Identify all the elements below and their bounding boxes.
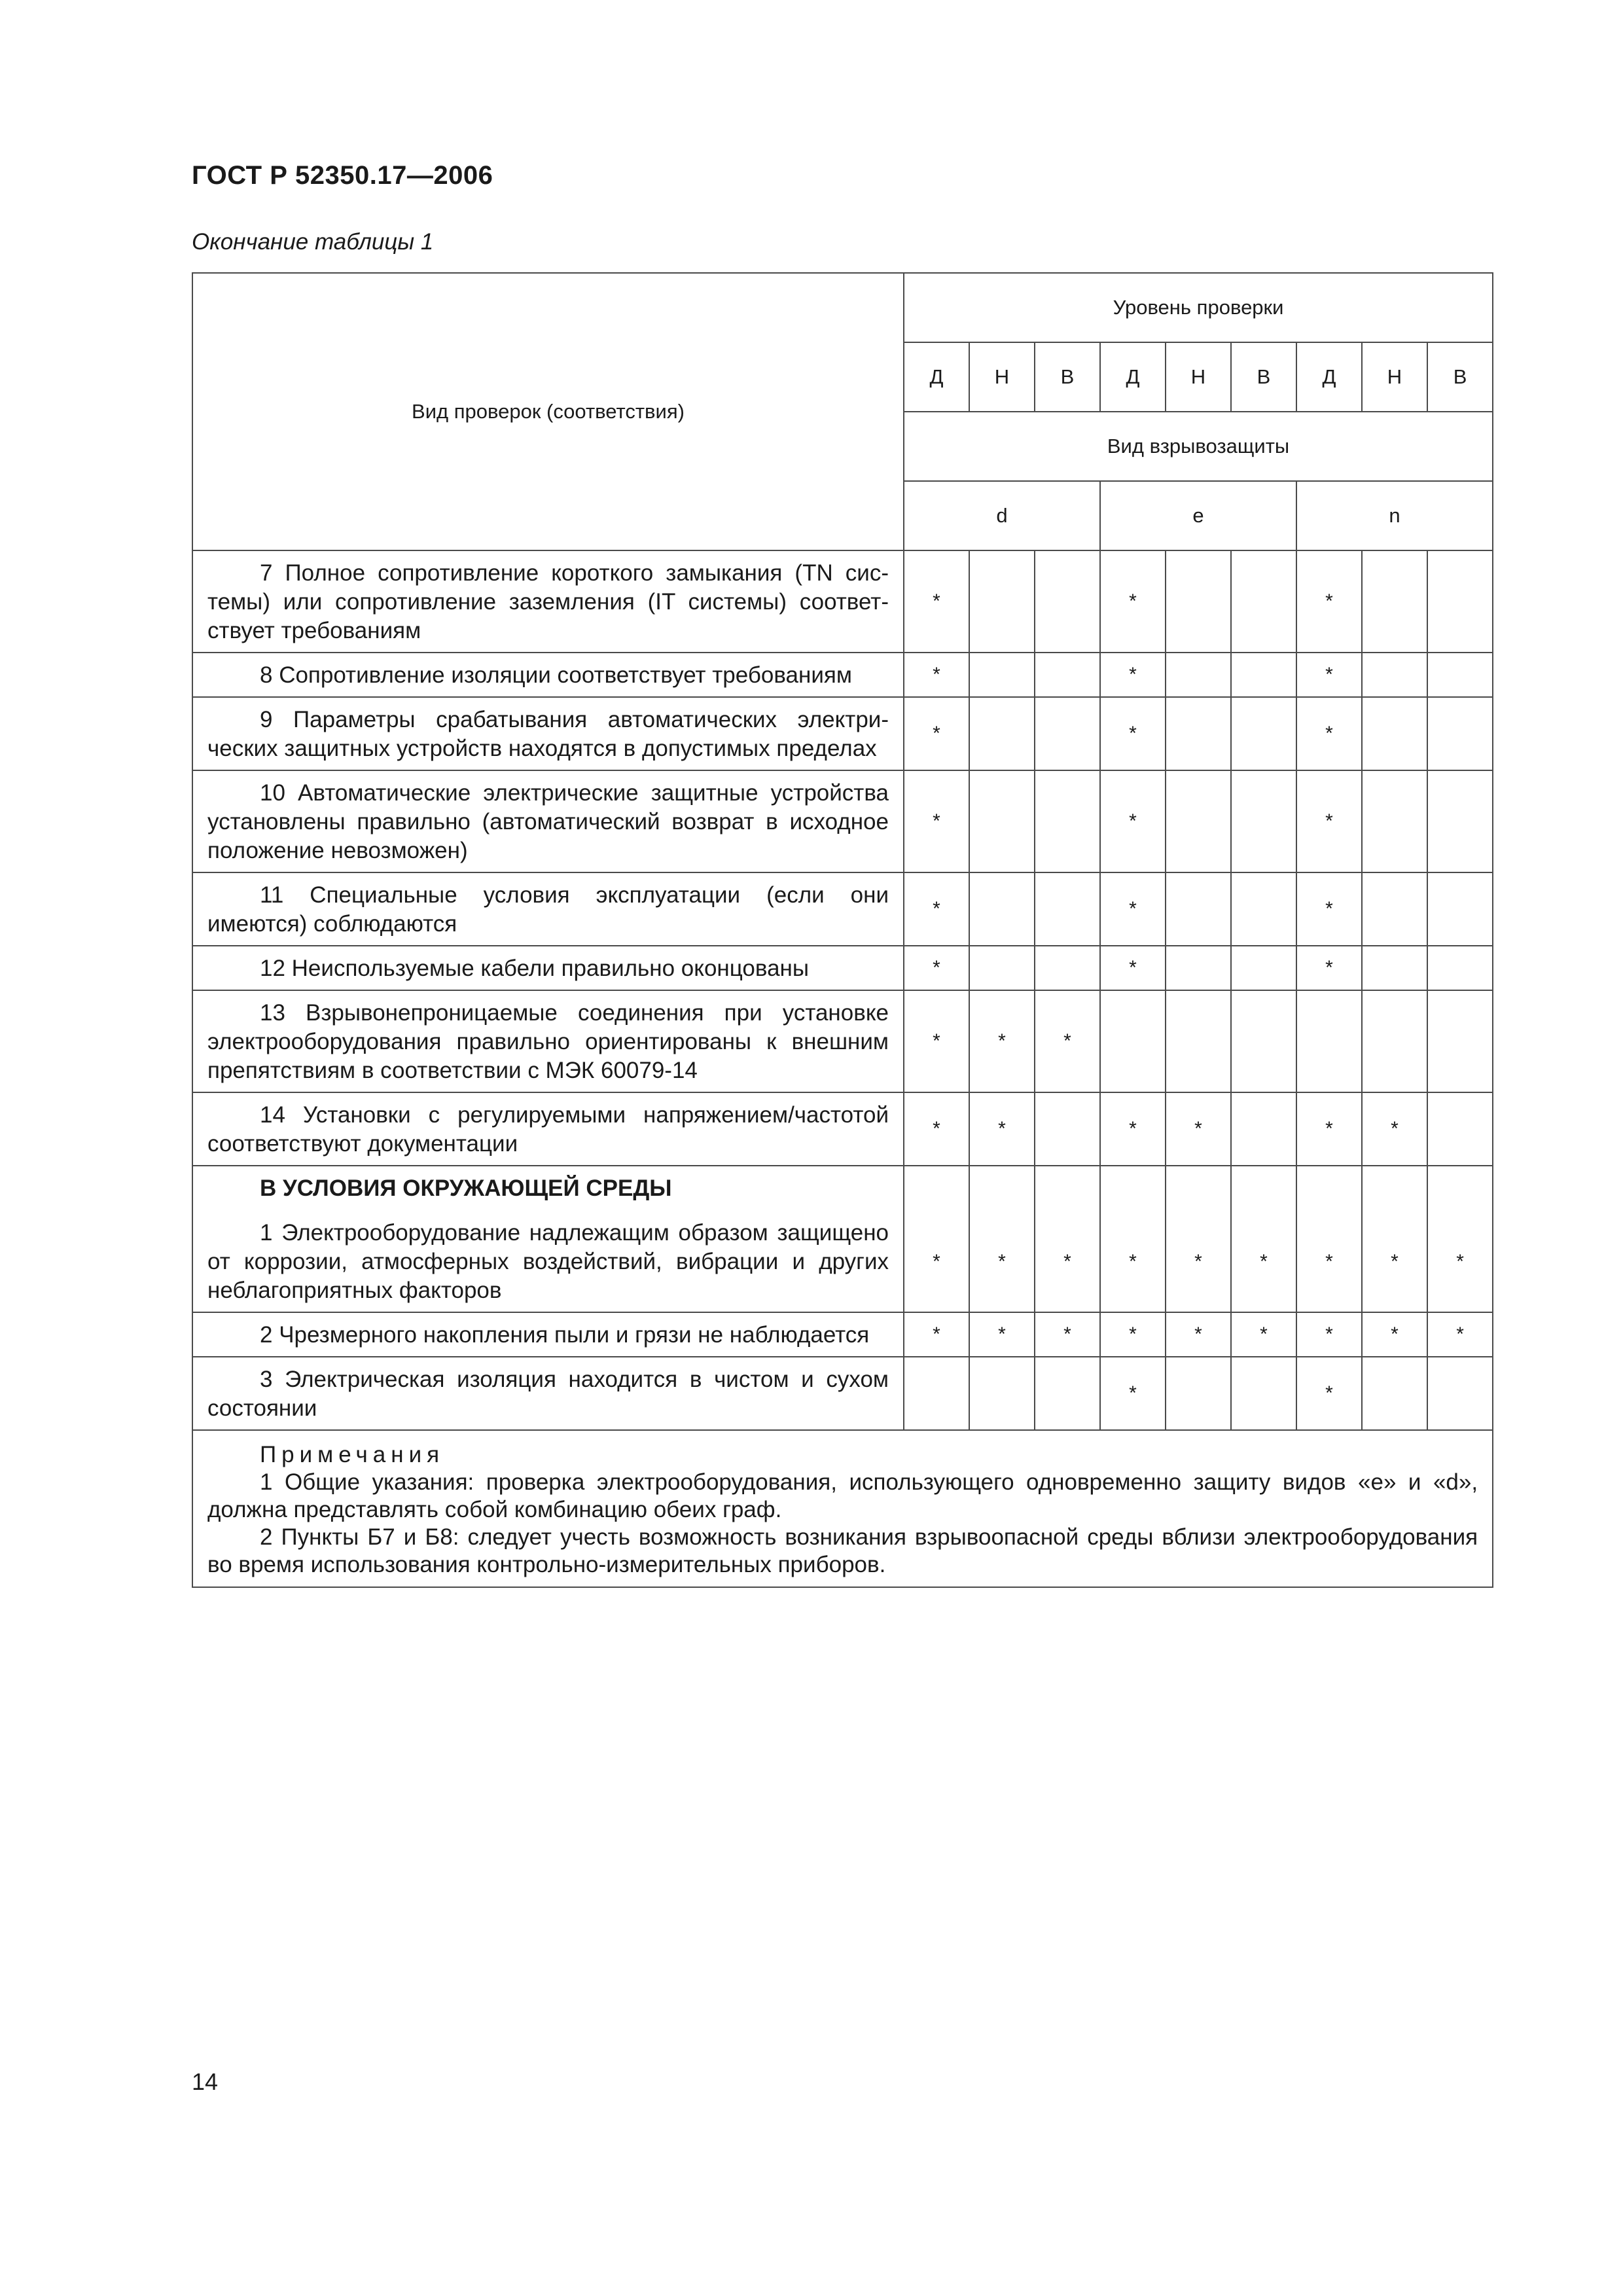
level-mark-cell: * <box>1296 550 1362 653</box>
level-mark-cell <box>1231 550 1296 653</box>
check-description <box>192 697 904 770</box>
notes-cell <box>192 1430 1493 1587</box>
level-header-cell: Д <box>1296 342 1362 412</box>
check-description-text: 1 Электрооборудование надлежащим образом защищено от коррозии, атмосферных воздействий, вибрации и других неблагоприятных факторов <box>207 1220 889 1303</box>
level-mark-cell <box>1362 653 1427 697</box>
level-mark-cell <box>1427 1092 1493 1166</box>
level-mark-cell: * <box>904 1166 969 1312</box>
table-row <box>192 697 1493 770</box>
level-mark-cell <box>1362 1357 1427 1430</box>
table-caption: Окончание таблицы 1 <box>192 229 434 255</box>
table-row <box>192 946 1493 990</box>
level-mark-cell: * <box>1296 697 1362 770</box>
table-row <box>192 1166 1493 1312</box>
level-mark-cell: * <box>1100 653 1166 697</box>
table-row <box>192 1357 1493 1430</box>
level-mark-cell <box>1166 770 1231 872</box>
level-header-cell: Н <box>1362 342 1427 412</box>
notes-row <box>192 1430 1493 1587</box>
level-mark-cell: * <box>904 990 969 1092</box>
level-mark-cell: * <box>1100 770 1166 872</box>
level-mark-cell <box>1035 653 1100 697</box>
check-description-text: 2 Чрезмерного накопления пыли и грязи не наблюдается <box>260 1322 870 1348</box>
level-mark-cell: * <box>1100 1312 1166 1357</box>
page-number: 14 <box>192 2068 219 2095</box>
inspection-table <box>192 272 1493 1588</box>
level-mark-cell <box>1427 697 1493 770</box>
protection-type-cell: e <box>1100 481 1296 550</box>
level-header-cell: Д <box>904 342 969 412</box>
level-mark-cell <box>1166 946 1231 990</box>
level-mark-cell: * <box>1231 1312 1296 1357</box>
level-mark-cell: * <box>1166 1312 1231 1357</box>
section-title: В УСЛОВИЯ ОКРУЖАЮЩЕЙ СРЕДЫ <box>260 1175 672 1201</box>
level-mark-cell: * <box>969 990 1035 1092</box>
check-description <box>192 872 904 946</box>
level-mark-cell <box>969 872 1035 946</box>
level-mark-cell: * <box>904 872 969 946</box>
check-description <box>192 990 904 1092</box>
level-mark-cell: * <box>1296 872 1362 946</box>
level-mark-cell: * <box>1100 1092 1166 1166</box>
level-mark-cell: * <box>1427 1312 1493 1357</box>
check-type-header: Вид проверок (соответствия) <box>192 273 904 550</box>
check-description-text: 11 Специальные условия эксплуатации (если они имеются) соблюдаются <box>207 882 889 937</box>
level-mark-cell: * <box>1035 990 1100 1092</box>
level-mark-cell <box>1231 697 1296 770</box>
level-mark-cell: * <box>904 770 969 872</box>
level-mark-cell: * <box>1100 550 1166 653</box>
document-code: ГОСТ Р 52350.17—2006 <box>192 161 493 190</box>
level-mark-cell <box>1362 697 1427 770</box>
header-row-level <box>192 273 1493 342</box>
level-mark-cell: * <box>1231 1166 1296 1312</box>
level-mark-cell: * <box>1362 1166 1427 1312</box>
level-mark-cell <box>1427 1357 1493 1430</box>
level-mark-cell <box>1362 946 1427 990</box>
level-mark-cell <box>1231 653 1296 697</box>
check-description <box>192 1166 904 1312</box>
level-mark-cell <box>1231 1357 1296 1430</box>
level-mark-cell: * <box>1100 1166 1166 1312</box>
level-mark-cell <box>1296 990 1362 1092</box>
level-mark-cell: * <box>969 1312 1035 1357</box>
level-mark-cell: * <box>1166 1092 1231 1166</box>
table-row <box>192 1312 1493 1357</box>
check-description <box>192 946 904 990</box>
check-description-text: 7 Полное сопротивление короткого замыкания (TN системы) или сопротивление заземления (IT системы) соответствует требованиям <box>207 560 889 643</box>
level-mark-cell: * <box>904 550 969 653</box>
level-mark-cell <box>969 550 1035 653</box>
note-item: 1 Общие указания: проверка электрооборудования, использующего одновременно защиту видов «e» и «d», должна представлять собой комбинацию обеих граф. <box>207 1469 1478 1522</box>
check-level-header: Уровень проверки <box>904 273 1493 342</box>
table-row <box>192 1092 1493 1166</box>
level-mark-cell <box>1166 653 1231 697</box>
level-mark-cell <box>1035 697 1100 770</box>
level-mark-cell: * <box>969 1166 1035 1312</box>
level-mark-cell <box>969 946 1035 990</box>
level-mark-cell <box>1231 990 1296 1092</box>
level-mark-cell <box>1100 990 1166 1092</box>
level-mark-cell <box>1035 550 1100 653</box>
level-mark-cell <box>1427 946 1493 990</box>
check-description-text: 8 Сопротивление изоляции соответствует требованиям <box>260 662 852 688</box>
check-description-text: 9 Параметры срабатывания автоматических электрических защитных устройств находятся в допустимых пределах <box>207 707 889 761</box>
level-mark-cell: * <box>1296 946 1362 990</box>
level-mark-cell <box>1362 872 1427 946</box>
level-mark-cell <box>1035 1357 1100 1430</box>
level-mark-cell <box>1166 550 1231 653</box>
table-row <box>192 990 1493 1092</box>
level-mark-cell: * <box>1296 1312 1362 1357</box>
table-row <box>192 770 1493 872</box>
level-mark-cell: * <box>1296 1166 1362 1312</box>
notes-title: Примечания <box>260 1442 445 1467</box>
level-header-cell: В <box>1035 342 1100 412</box>
level-mark-cell <box>969 1357 1035 1430</box>
level-mark-cell: * <box>1166 1166 1231 1312</box>
level-mark-cell: * <box>1427 1166 1493 1312</box>
check-description-text: 10 Автоматические электрические защитные устройства установлены правильно (автоматический возврат в исходное положение невозможен) <box>207 780 889 863</box>
level-mark-cell <box>1035 946 1100 990</box>
level-header-cell: Н <box>969 342 1035 412</box>
table-row <box>192 550 1493 653</box>
level-mark-cell <box>1362 770 1427 872</box>
note-item: 2 Пункты Б7 и Б8: следует учесть возможность возникания взрывоопасной среды вблизи электрооборудования во время использования контрольно-измерительных приборов. <box>207 1524 1478 1577</box>
table-row <box>192 872 1493 946</box>
level-mark-cell <box>1231 1092 1296 1166</box>
level-mark-cell: * <box>1296 653 1362 697</box>
level-mark-cell <box>1427 550 1493 653</box>
level-mark-cell <box>1427 770 1493 872</box>
level-mark-cell: * <box>1100 1357 1166 1430</box>
level-mark-cell <box>1427 872 1493 946</box>
level-mark-cell: * <box>1100 697 1166 770</box>
level-mark-cell <box>1035 770 1100 872</box>
check-description <box>192 1312 904 1357</box>
level-mark-cell <box>904 1357 969 1430</box>
level-header-cell: В <box>1427 342 1493 412</box>
check-description-text: 14 Установки с регулируемыми напряжением/частотой соответствуют документации <box>207 1102 889 1157</box>
level-mark-cell: * <box>904 697 969 770</box>
check-description <box>192 550 904 653</box>
level-mark-cell: * <box>1362 1092 1427 1166</box>
level-mark-cell: * <box>904 1312 969 1357</box>
level-mark-cell <box>1427 990 1493 1092</box>
level-mark-cell: * <box>1035 1312 1100 1357</box>
level-mark-cell: * <box>969 1092 1035 1166</box>
level-mark-cell <box>1166 697 1231 770</box>
level-mark-cell <box>1231 872 1296 946</box>
check-description <box>192 1092 904 1166</box>
level-mark-cell <box>1035 872 1100 946</box>
level-mark-cell: * <box>1296 1357 1362 1430</box>
level-mark-cell: * <box>904 946 969 990</box>
check-description-text: 3 Электрическая изоляция находится в чистом и сухом состоянии <box>207 1367 889 1421</box>
level-header-cell: В <box>1231 342 1296 412</box>
check-description <box>192 1357 904 1430</box>
level-mark-cell <box>1166 990 1231 1092</box>
level-mark-cell: * <box>904 1092 969 1166</box>
level-mark-cell <box>1231 770 1296 872</box>
level-mark-cell: * <box>1296 770 1362 872</box>
protection-type-header: Вид взрывозащиты <box>904 412 1493 481</box>
level-mark-cell <box>969 653 1035 697</box>
check-description-text: 12 Неиспользуемые кабели правильно оконцованы <box>260 956 810 981</box>
level-mark-cell: * <box>1100 946 1166 990</box>
level-mark-cell <box>1231 946 1296 990</box>
level-mark-cell <box>1166 1357 1231 1430</box>
level-header-cell: Н <box>1166 342 1231 412</box>
level-mark-cell: * <box>1035 1166 1100 1312</box>
level-header-cell: Д <box>1100 342 1166 412</box>
protection-type-cell: n <box>1296 481 1493 550</box>
level-mark-cell <box>969 770 1035 872</box>
check-description <box>192 653 904 697</box>
check-description-text: 13 Взрывонепроницаемые соединения при установке электрооборудования правильно ориентированы к внешним препятствиям в соответствии с МЭК 60079-14 <box>207 1000 889 1083</box>
level-mark-cell <box>1362 550 1427 653</box>
protection-type-cell: d <box>904 481 1100 550</box>
level-mark-cell <box>1035 1092 1100 1166</box>
level-mark-cell <box>1166 872 1231 946</box>
level-mark-cell: * <box>1362 1312 1427 1357</box>
level-mark-cell: * <box>1100 872 1166 946</box>
level-mark-cell: * <box>904 653 969 697</box>
check-description <box>192 770 904 872</box>
level-mark-cell <box>969 697 1035 770</box>
level-mark-cell: * <box>1296 1092 1362 1166</box>
table-row <box>192 653 1493 697</box>
level-mark-cell <box>1427 653 1493 697</box>
level-mark-cell <box>1362 990 1427 1092</box>
